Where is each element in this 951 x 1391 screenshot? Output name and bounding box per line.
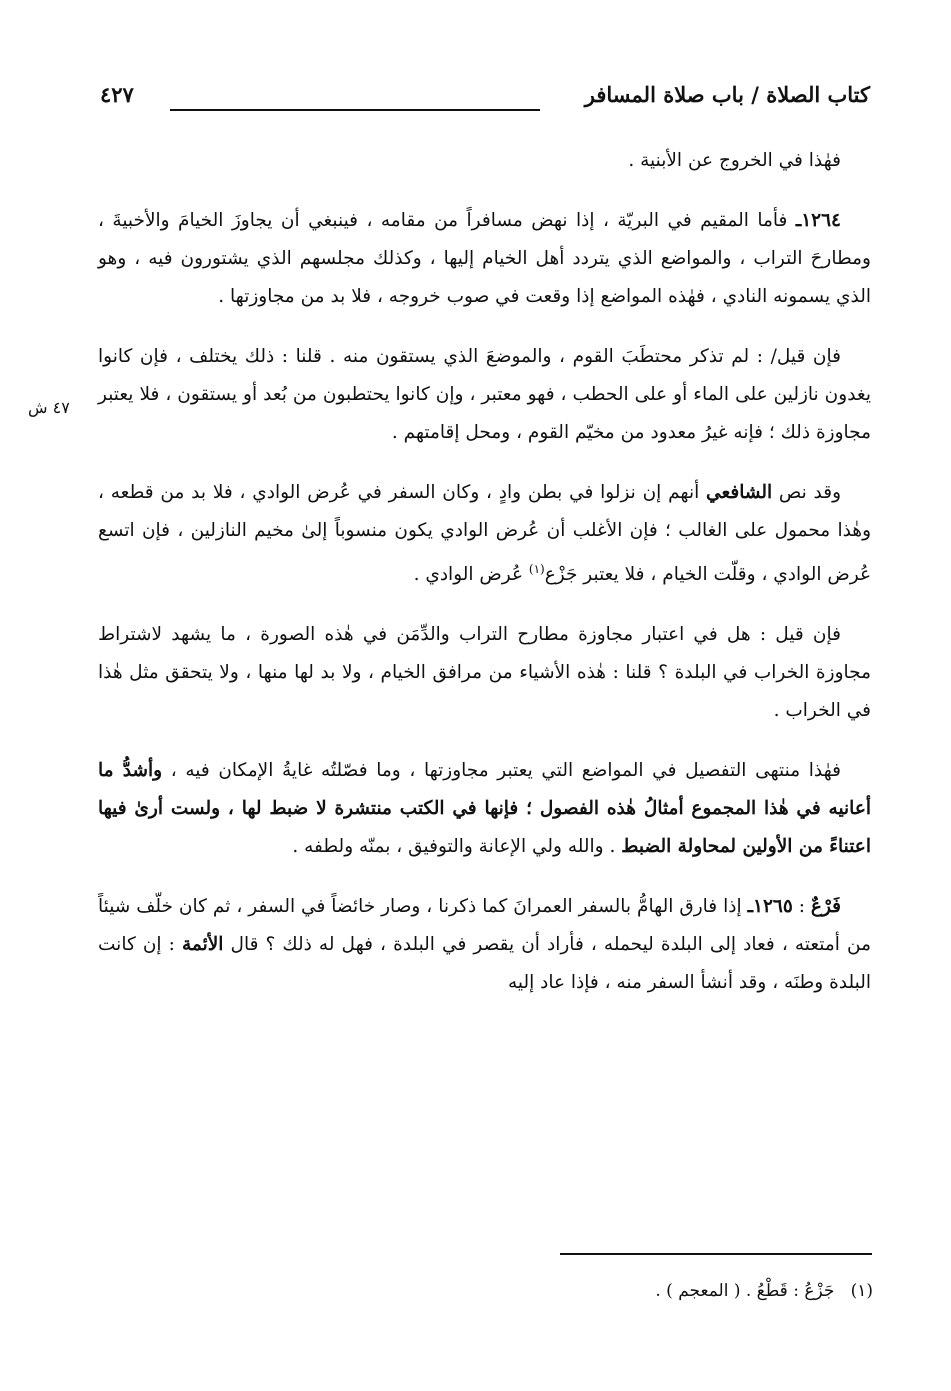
paragraph: [98, 202, 871, 316]
paragraph-text: وقد نص: [772, 482, 842, 503]
paragraph-text: فإن قيل : هل في اعتبار مجاوزة مطارح التراب والدِّمَن في هٰذه الصورة ، ما يشهد لاشتراط مجاوزة الخراب في البلدة ؟ قلنا : هٰذه الأشياء من مرافق الخيام ، ولا بد لها منها ، ولا يتحقق مثل هٰذا في الخراب .: [98, 624, 871, 722]
bold-name: الأئمة: [181, 934, 224, 956]
paragraph-text: أنهم إن نزلوا في بطن وادٍ ، وكان السفر في عُرض الوادي ، فلا بد من قطعه ، وهٰذا محمول على الغالب ؛ فإن الأغلب أن عُرض الوادي يكون منسوباً إلىٰ مخيم النازلين ، فإن اتسع عُرض الوادي ، وقلّت الخيام ، فلا يعتبر جَزْع: [98, 482, 871, 586]
paragraph: [98, 142, 871, 180]
paragraph-text: إذا فارق الهامُّ بالسفر العمرانَ كما ذكرنا ، وصار خائضاً في السفر ، ثم كان خلّف شيئاً من أمتعته ، فعاد إلى البلدة ليحمله ، فأراد أن يقصر في البلدة ، فهل له ذلك ؟ قال: [98, 896, 872, 956]
paragraph-text: فهٰذا في الخروج عن الأبنية .: [628, 150, 841, 171]
issue-number: ١٢٦٤ـ: [795, 210, 841, 231]
footnote: [93, 1276, 873, 1306]
header-rule: [170, 109, 540, 111]
footnote-text: جَزْعُ : قَطْعُ . ( المعجم ) .: [655, 1281, 835, 1301]
paragraph-text: :: [792, 896, 811, 918]
main-text: [98, 142, 871, 1024]
paragraph-text: فإن قيل/ : لم تذكر محتطَبَ القوم ، والموضعَ الذي يستقون منه . قلنا : ذلك يختلف ، فإن كانوا يغدون نازلين على الماء أو على الحطب ، فهو معتبر ، وإن كانوا يحتطبون من بُعد أو يستقون ، فلا يعتبر مجاوزة ذلك ؛ فإنه غيرُ معدود من مخيّم القوم ، ومحل إقامتهم .: [98, 346, 871, 443]
paragraph-text: عُرض الوادي .: [413, 564, 529, 586]
footnote-marker: (١): [850, 1281, 873, 1301]
paragraph: [98, 888, 871, 1002]
paragraph-text: . والله ولي الإعانة والتوفيق ، بمنّه ولطفه .: [292, 836, 622, 858]
page-header: [100, 82, 870, 122]
footnote-rule: [560, 1253, 872, 1255]
bold-name: الشافعي: [706, 482, 773, 503]
issue-number: ١٢٦٥ـ: [747, 896, 793, 918]
paragraph: [98, 338, 871, 452]
paragraph-text: : إن كانت البلدة وطنَه ، وقد أنشأ السفر منه ، فإذا عاد إليه: [98, 934, 871, 994]
paragraph-text: فهٰذا منتهى التفصيل في المواضع التي يعتبر مجاوزتها ، وما فصّلتُه غايةُ الإمكان فيه ،: [162, 760, 841, 782]
page-number: ٤٢٧: [100, 82, 134, 107]
section-label: فَرْعٌ: [810, 896, 842, 918]
paragraph: [98, 752, 871, 866]
paragraph: [98, 474, 871, 594]
margin-note: ٤٧ ش: [28, 398, 70, 417]
bold-passage: وأشدُّ ما أعانيه في هٰذا المجموع أمثالُ هٰذه الفصول ؛ فإنها في الكتب منتشرة لا ضبط لها ، ولست أرىٰ فيها اعتناءً من الأولين لمحاولة الضبط: [98, 760, 871, 858]
running-title: كتاب الصلاة / باب صلاة المسافر: [584, 82, 870, 107]
paragraph-text: فأما المقيم في البريّة ، إذا نهض مسافراً من مقامه ، فينبغي أن يجاوزَ الخيامَ والأخبيةَ ، ومطارحَ التراب ، والمواضع الذي يتردد أهل الخيام إليها ، وكذلك مجلسهم الذي يشتورون فيه ، وهو الذي يسمونه النادي ، فهٰذه المواضع إذا وقعت في صوب خروجه ، فلا بد من مجاوزتها .: [98, 210, 871, 307]
footnote-ref[interactable]: (١): [528, 562, 545, 576]
paragraph: [98, 616, 871, 730]
